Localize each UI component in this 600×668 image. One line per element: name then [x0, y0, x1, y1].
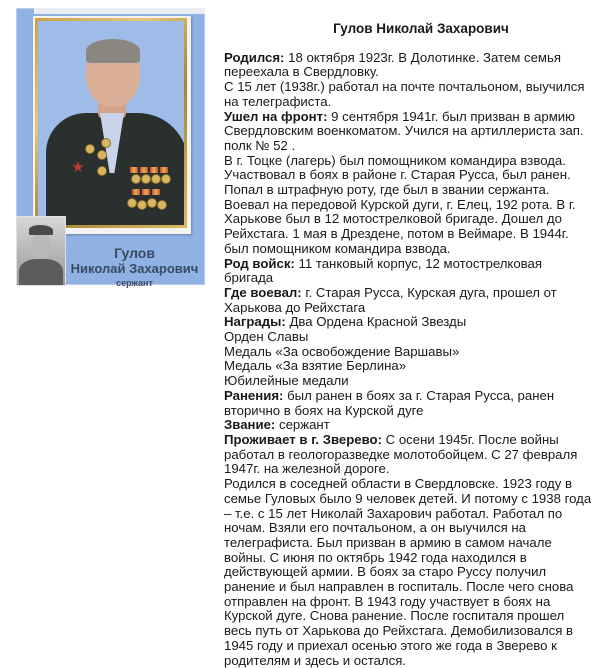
- award-item: Орден Славы: [224, 329, 309, 345]
- bio-front: [224, 110, 594, 154]
- veteran-portrait-photo: [38, 21, 184, 225]
- bio-rank-label: Звание:: [224, 417, 276, 433]
- bio-early-work: С 15 лет (1938г.) работал на почте почтальоном, выучился на телеграфиста.: [224, 79, 585, 109]
- bio-wounds-text: был ранен в боях за г. Старая Русса, ранен вторично в боях на Курской дуге: [224, 387, 555, 418]
- bio-branch-text: 11 танковый корпус, 12 мотострелковая бригада: [224, 255, 543, 286]
- order-icon: [86, 145, 94, 153]
- bio-service-details: В г. Тоцке (лагерь) был помощником командира взвода. Участвовал в боях в районе г. Старая Русса, был ранен. Попал в штрафную роту, где был в звании сержанта. Воевал на передовой Курской дуги, г. Елец, 192 рота. В г. Харькове был в 12 мотострелковой бригаде. Дошел до Рейхстага. 1 мая в Дрездене, потом в Веймаре. В 1944г. был помощником командира взвода.: [224, 152, 576, 256]
- bio-front-label: Ушел на фронт:: [224, 108, 328, 124]
- card-top-strip: [34, 8, 205, 14]
- medal-ribbon-icon: [140, 167, 148, 173]
- medal-icon: [148, 199, 156, 207]
- medal-icon: [142, 175, 150, 183]
- bio-born: [224, 51, 594, 80]
- bio-fought-label: Где воевал:: [224, 284, 302, 300]
- wartime-photo-body: [19, 259, 63, 286]
- bio-born-label: Родился:: [224, 49, 285, 65]
- medal-icon: [162, 175, 170, 183]
- award-item: Два Ордена Красной Звезды: [289, 314, 467, 330]
- bio-wounds: [224, 389, 594, 418]
- medal-ribbon-icon: [130, 167, 138, 173]
- award-item: Медаль «За освобождение Варшавы»: [224, 343, 460, 359]
- portrait-frame: [33, 16, 191, 234]
- bio-rank: [224, 418, 594, 433]
- bio-branch: [224, 257, 594, 286]
- gold-frame-border: [35, 18, 187, 228]
- medal-icon: [132, 175, 140, 183]
- medal-icon: [98, 151, 106, 159]
- card-rank: сержант: [116, 278, 153, 288]
- medal-icon: [102, 139, 110, 147]
- bio-residence-text: С осени 1945г. После войны работал в геологоразведке молотобойцем. С 27 февраля 1947г. на железной дороге.: [224, 431, 578, 477]
- bio-fought: [224, 286, 594, 315]
- bio-narrative: Родился в соседней области в Свердловске. 1923 году в семье Гуловых было 9 человек детей. И потому с 1938 года – т.е. с 15 лет Николай Захарович работал. Работал по ночам. Взяли его почтальоном, а он выучился на телеграфиста. Был призван в армию в самом начале войны. С июня по октябрь 1942 года находился в действующей армии. В боях за старо Руссу получил ранение и был направлен в госпиталь. После чего снова отправлен на фронт. В 1943 году участвует в боях на Курской дуге. Снова ранение. После госпиталя прошел весь путь от Харькова до Рейхстага. Демобилизовался в 1945 году и приехал осенью этого же года в Зверево к родителям и здесь и остался.: [224, 476, 592, 668]
- medal-icon: [152, 175, 160, 183]
- wartime-photo-cap: [29, 225, 53, 235]
- bio-branch-label: Род войск:: [224, 255, 295, 271]
- card-surname: Гулов: [114, 245, 155, 261]
- medal-ribbon-icon: [142, 189, 150, 195]
- veteran-photo-card: [16, 8, 205, 288]
- bio-front-text: 9 сентября 1941г. был призван в армию Свердловским военкоматом. Учился на артиллериста зап. полк № 52 .: [224, 108, 584, 153]
- portrait-hair: [86, 39, 140, 63]
- bio-residence: [224, 433, 594, 477]
- wartime-photo: [16, 216, 66, 286]
- bio-fought-text: г. Старая Русса, Курская дуга, прошел от Харькова до Рейхстага: [224, 284, 557, 315]
- bio-wounds-label: Ранения:: [224, 387, 284, 403]
- biography: [224, 22, 594, 668]
- bio-born-text: 18 октября 1923г. В Долотинке. Затем семья переехала в Свердловку.: [224, 49, 562, 80]
- medal-icon: [158, 201, 166, 209]
- bio-awards-label: Награды:: [224, 314, 286, 330]
- medal-ribbon-icon: [150, 167, 158, 173]
- medal-ribbon-icon: [160, 167, 168, 173]
- medal-ribbon-icon: [132, 189, 140, 195]
- bio-title: Гулов Николай Захарович: [333, 21, 509, 36]
- medal-icon: [128, 199, 136, 207]
- bio-residence-label: Проживает в г. Зверево:: [224, 431, 382, 447]
- award-item: Юбилейные медали: [224, 373, 349, 389]
- medal-icon: [138, 201, 146, 209]
- card-given-names: Николай Захарович: [70, 261, 199, 276]
- medal-ribbon-icon: [152, 189, 160, 195]
- award-item: Медаль «За взятие Берлина»: [224, 358, 407, 374]
- bio-awards: [224, 315, 594, 330]
- wartime-photo-face: [31, 233, 51, 259]
- medal-icon: [98, 167, 106, 175]
- bio-rank-text: сержант: [275, 417, 330, 433]
